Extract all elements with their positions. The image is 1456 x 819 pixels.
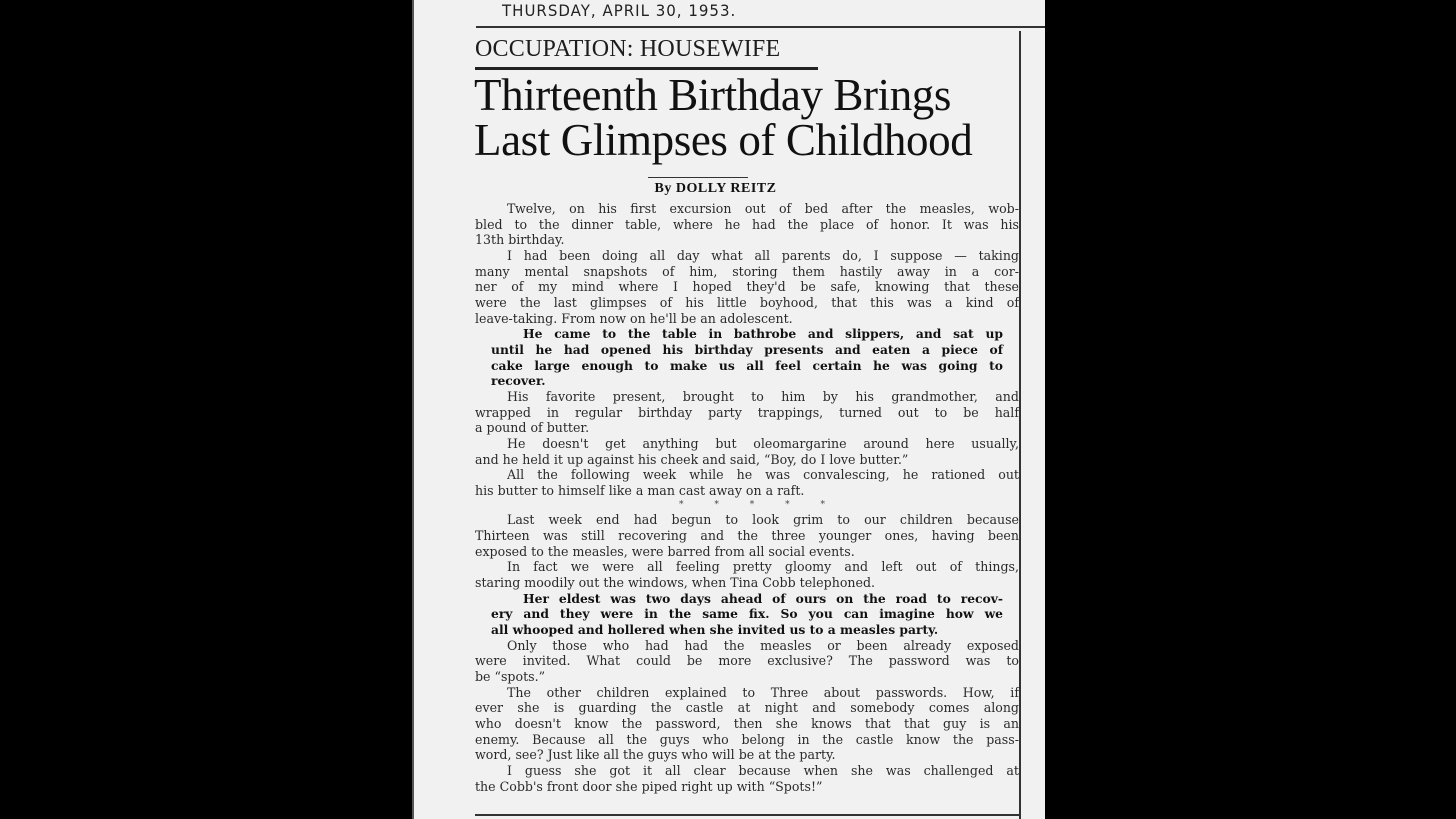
article-paragraph [475,559,1019,590]
article-paragraph [475,248,1019,326]
article-line: Last week end had begun to look grim to our children because [507,512,1019,528]
headline [474,70,1014,165]
headline-line-2: Last Glimpses of Childhood [474,115,973,165]
article-line: ery and they were in the same fix. So you can imagine how we [491,606,1003,622]
article-line: Thirteen was still recovering and the three younger ones, having been [475,528,1019,544]
article-line: All the following week while he was convalescing, he rationed out [507,467,1019,483]
article-paragraph [475,685,1019,763]
article-line: exposed to the measles, were barred from all social events. [475,543,855,559]
bottom-rule [475,814,1019,816]
article-line: many mental snapshots of him, storing them hastily away in a cor- [475,263,1019,279]
article-line: Twelve, on his first excursion out of bed after the measles, wob- [507,201,1019,216]
article-line: 13th birthday. [475,232,565,248]
article-paragraph [475,638,1019,685]
article-line: leave-taking. From now on he'll be an adolescent. [475,310,793,326]
article-line: wrapped in regular birthday party trappings, turned out to be half [475,404,1019,420]
article-line: were invited. What could be more exclusive? The password was to [475,653,1019,669]
article-line: staring moodily out the windows, when Tina Cobb telephoned. [475,575,876,591]
column-rule [1019,31,1021,819]
article-line: a pound of butter. [475,420,590,436]
headline-line-1: Thirteenth Birthday Brings [474,70,952,120]
article-line: who doesn't know the password, then she knows that that guy is an [475,716,1019,731]
article-line: His favorite present, brought to him by his grandmother, and [507,388,1019,404]
byline-prefix: By [654,181,672,196]
article-line: cake large enough to make us all feel certain he was going to [491,357,1003,373]
article-line: bled to the dinner table, where he had the place of honor. It was his [475,216,1019,232]
article-line: recover. [491,373,546,389]
article-line: ner of my mind where I hoped they'd be safe, knowing that these [475,279,1019,295]
article-line: the Cobb's front door she piped right up with “Spots!” [475,778,823,794]
section-separator: * * * * * [679,500,839,511]
article-line: I had been doing all day what all parents do, I suppose — taking [507,247,1019,263]
article-paragraph [475,467,1019,498]
article-line: In fact we were all feeling pretty gloomy and left out of things, [507,559,1019,575]
article-line: Her eldest was two days ahead of ours on the road to recov- [523,590,1003,606]
byline-author: DOLLY REITZ [675,181,777,196]
article-line: Only those who had had the measles or been already exposed [507,637,1019,653]
article-line: ever she is guarding the castle at night and somebody comes along [475,700,1019,716]
article-line: He came to the table in bathrobe and slippers, and sat up [523,326,1003,342]
article-paragraph [475,763,1019,794]
article-paragraph-bold [475,326,1019,389]
section-kicker: OCCUPATION: HOUSEWIFE [475,36,781,62]
newspaper-page [412,0,1045,819]
article-paragraph [475,201,1019,248]
article-line: enemy. Because all the guys who belong in the castle know the pass- [475,731,1019,747]
article-line: He doesn't get anything but oleomargarine around here usually, [507,435,1019,451]
article-paragraph [475,436,1019,467]
page-edge [412,0,414,819]
article-line: The other children explained to Three about passwords. How, if [507,684,1019,700]
article-line: until he had opened his birthday presents and eaten a piece of [491,341,1003,357]
article-line: I guess she got it all clear because when she was challenged at [507,762,1019,778]
article-line: and he held it up against his cheek and said, “Boy, do I love butter.” [475,451,909,467]
byline [412,181,1019,197]
top-rule [476,26,1045,28]
article-line: were the last glimpses of his little boyhood, that this was a kind of [475,294,1019,310]
headline-rule [648,177,748,178]
article-body [475,201,1019,794]
dateline: THURSDAY, APRIL 30, 1953. [502,1,737,21]
article-line: be “spots.” [475,669,546,685]
article-line: his butter to himself like a man cast away on a raft. [475,482,805,498]
article-paragraph [475,512,1019,559]
article-paragraph-bold [475,591,1019,638]
article-line: all whooped and hollered when she invited us to a measles party. [491,622,939,638]
article-paragraph [475,389,1019,436]
article-line: word, see? Just like all the guys who will be at the party. [475,747,836,763]
